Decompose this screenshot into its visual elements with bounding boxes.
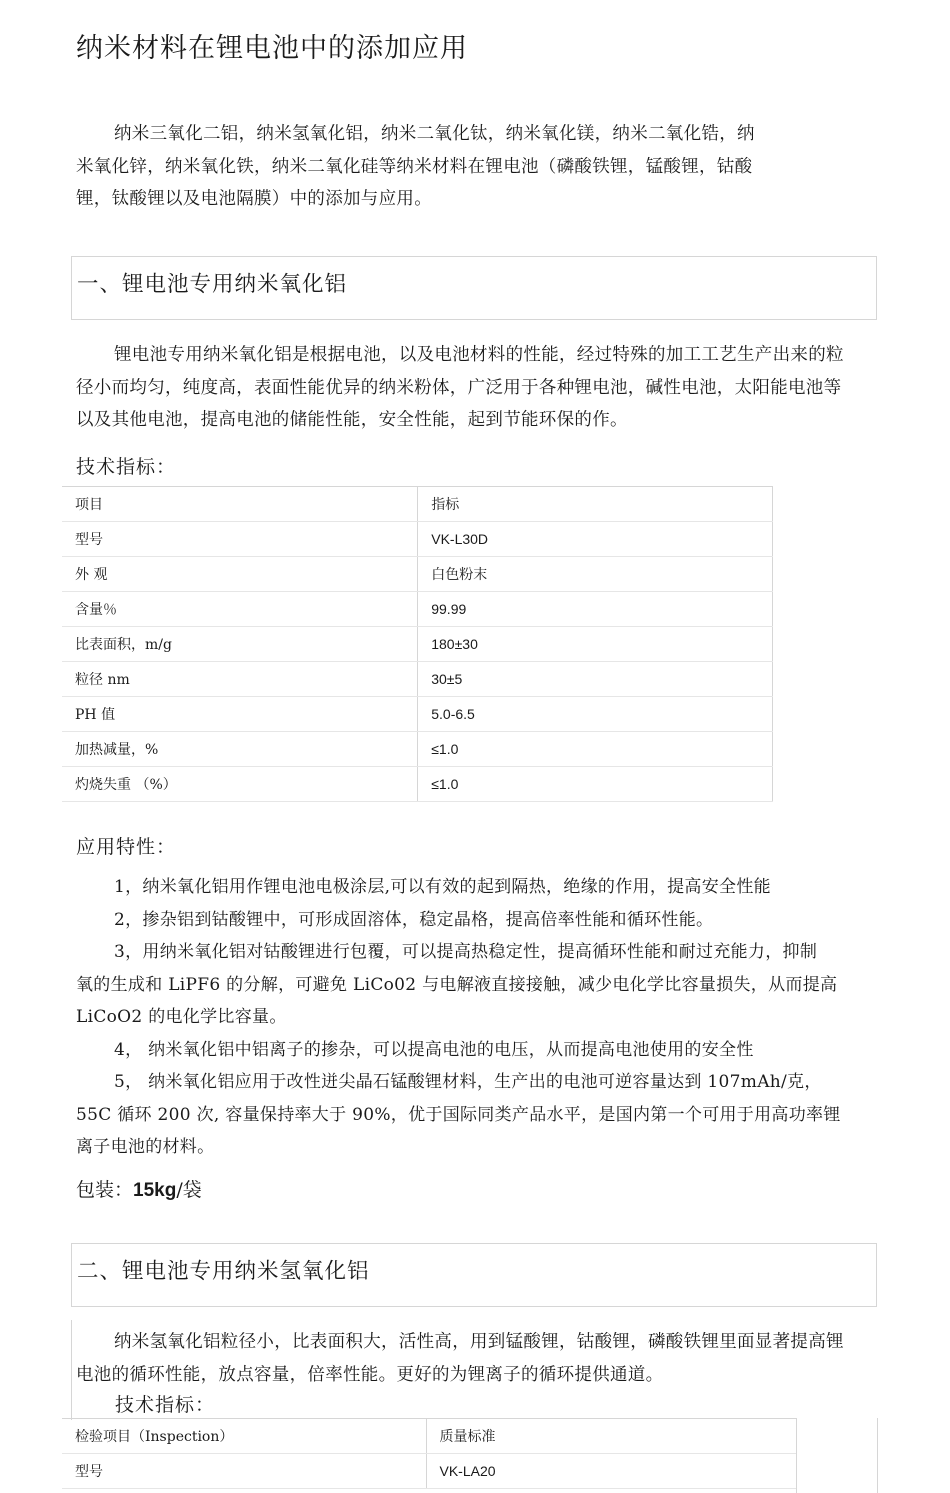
application-line: 2，掺杂铝到钴酸锂中，可形成固溶体，稳定晶格，提高倍率性能和循环性能。 [114, 909, 714, 930]
desc-line: 纳米氢氧化铝粒径小，比表面积大，活性高，用到锰酸锂，钴酸锂，磷酸铁锂里面显著提高锂 [114, 1332, 844, 1352]
spec-item: 型号 [62, 522, 418, 557]
spec-item: 粒径 nm [62, 662, 418, 697]
spec-item: 项目 [62, 487, 418, 522]
spec-row [62, 1419, 796, 1454]
spec-row [62, 557, 773, 592]
pack-suffix: /袋 [176, 1179, 202, 1201]
spec-value: 白色粉末 [418, 557, 773, 592]
section2-heading-box [71, 1243, 877, 1307]
application-line: 3，用纳米氧化铝对钴酸锂进行包覆，可以提高热稳定性，提高循环性能和耐过充能力，抑制 [114, 942, 818, 962]
spec-value: VK-LA20 [426, 1454, 796, 1489]
spec-row [62, 697, 773, 732]
section2-heading: 二、锂电池专用纳米氢氧化铝 [77, 1259, 370, 1284]
spec-value: ≤1.0 [418, 732, 773, 767]
table2-right-rule [796, 1418, 797, 1493]
spec-item: 加热减量，% [62, 732, 418, 767]
intro-line: 锂，钛酸锂以及电池隔膜）中的添加与应用。 [76, 189, 432, 209]
packaging-line [76, 1175, 202, 1202]
spec-value: VK-L30D [418, 522, 773, 557]
section1-heading: 一、锂电池专用纳米氧化铝 [77, 272, 348, 297]
pack-prefix: 包装： [76, 1179, 134, 1201]
spec-item: PH 值 [62, 697, 418, 732]
application-line: 离子电池的材料。 [76, 1137, 215, 1157]
section1-description [76, 339, 876, 437]
intro-paragraph [76, 118, 876, 216]
spec-row [62, 592, 773, 627]
spec-item: 灼烧失重 （%） [62, 767, 418, 802]
application-line: 55C 循环 200 次, 容量保持率大于 90%，优于国际同类产品水平，是国内第一个可用于用高功率锂 [76, 1104, 841, 1125]
spec-row [62, 662, 773, 697]
spec-table-2 [62, 1418, 796, 1489]
desc-line: 以及其他电池，提高电池的储能性能，安全性能，起到节能环保的作。 [76, 410, 628, 430]
application-line: 1，纳米氧化铝用作锂电池电极涂层,可以有效的起到隔热，绝缘的作用，提高安全性能 [114, 877, 771, 897]
spec-item: 比表面积，m/g [62, 627, 418, 662]
spec-row [62, 1454, 796, 1489]
spec-value: 99.99 [418, 592, 773, 627]
application-line: 5， 纳米氧化铝应用于改性迸尖晶石锰酸锂材料，生产出的电池可逆容量达到 107mAh/克， [114, 1072, 822, 1092]
spec-value: ≤1.0 [418, 767, 773, 802]
spec-item: 含量％ [62, 592, 418, 627]
table2-outer-rule [877, 1418, 878, 1493]
application-line: 氧的生成和 LiPF6 的分解，可避免 LiCo02 与电解液直接接触，减少电化学比容量损失，从而提高 [76, 974, 838, 995]
spec-value: 180±30 [418, 627, 773, 662]
section2-spec-label: 技术指标： [115, 1394, 216, 1416]
desc-line: 锂电池专用纳米氧化铝是根据电池，以及电池材料的性能，经过特殊的加工工艺生产出来的粒 [114, 345, 844, 365]
desc-line: 电池的循环性能，放点容量，倍率性能。更好的为锂离子的循环提供通道。 [76, 1364, 664, 1385]
spec-item: 型号 [62, 1454, 426, 1489]
application-line: LiCoO2 的电化学比容量。 [76, 1007, 287, 1027]
spec-row [62, 487, 773, 522]
spec-row [62, 627, 773, 662]
spec-row [62, 522, 773, 557]
spec-value: 质量标准 [426, 1419, 796, 1454]
application-list [76, 871, 876, 1164]
section1-spec-label: 技术指标： [76, 456, 177, 478]
pack-value: 15kg [133, 1180, 177, 1201]
intro-line: 纳米三氧化二铝，纳米氢氧化铝，纳米二氧化钛，纳米氧化镁，纳米二氧化锆，纳 [114, 124, 755, 144]
spec-item: 检验项目（Inspection） [62, 1419, 426, 1454]
section1-app-label: 应用特性： [76, 836, 177, 858]
page-title: 纳米材料在锂电池中的添加应用 [76, 33, 468, 64]
spec-table-1 [62, 486, 773, 802]
spec-row [62, 767, 773, 802]
spec-row [62, 732, 773, 767]
intro-line: 米氧化锌，纳米氧化铁，纳米二氧化硅等纳米材料在锂电池（磷酸铁锂，锰酸锂，钴酸 [76, 156, 753, 177]
spec-value: 30±5 [418, 662, 773, 697]
desc-line: 径小而均匀，纯度高，表面性能优异的纳米粉体，广泛用于各种锂电池，碱性电池，太阳能电池等 [76, 377, 842, 398]
spec-item: 外 观 [62, 557, 418, 592]
spec-value: 指标 [418, 487, 773, 522]
spec-value: 5.0-6.5 [418, 697, 773, 732]
section2-description [76, 1326, 876, 1391]
application-line: 4， 纳米氧化铝中铝离子的掺杂，可以提高电池的电压，从而提高电池使用的安全性 [114, 1039, 754, 1060]
section1-heading-box [71, 256, 877, 320]
section2-left-rule [71, 1320, 72, 1420]
